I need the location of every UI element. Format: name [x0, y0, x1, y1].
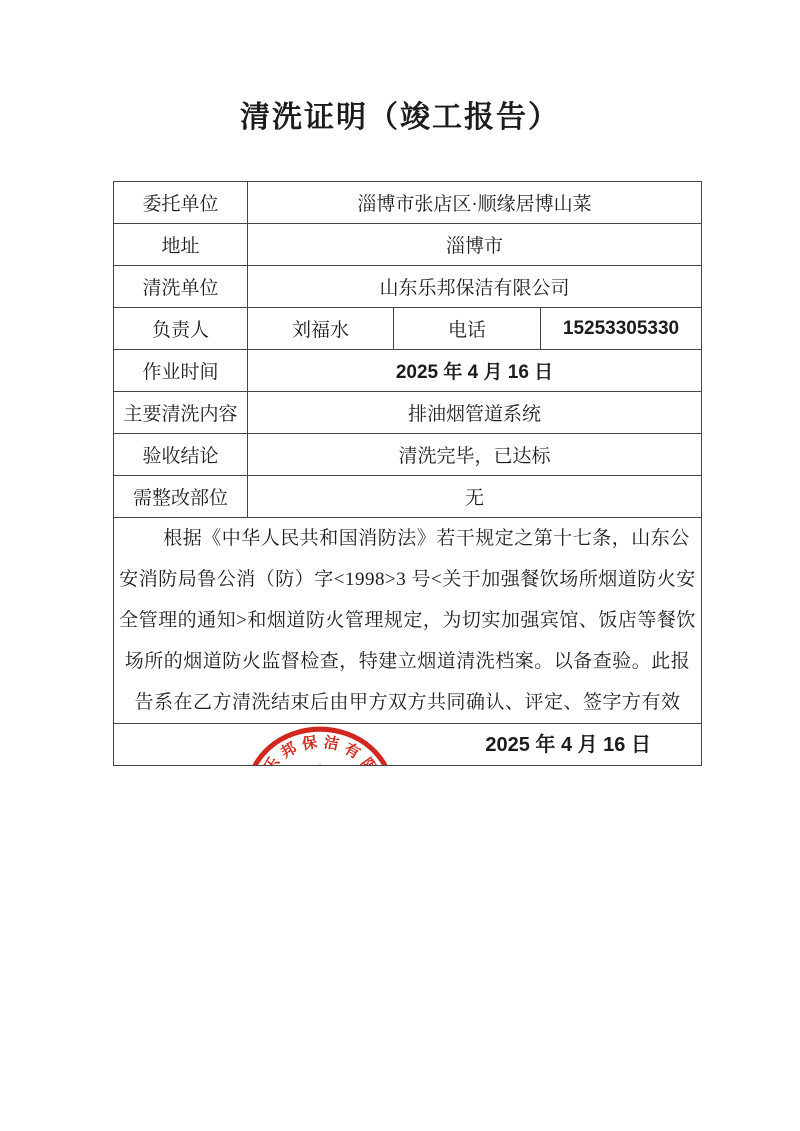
row-value: 淄博市张店区·顺缘居博山菜 [248, 182, 702, 224]
phone-number: 15253305330 [541, 308, 702, 350]
table-row [114, 476, 702, 518]
row-value: 清洗完毕，已达标 [248, 434, 702, 476]
row-label: 委托单位 [114, 182, 248, 224]
star-icon [292, 764, 348, 766]
notice-row [114, 518, 702, 724]
row-value: 无 [248, 476, 702, 518]
seal-ring-text: 山东乐邦保洁有限公司 [253, 734, 387, 820]
signature-row [114, 724, 702, 766]
table-row [114, 224, 702, 266]
table-row [114, 266, 702, 308]
row-value: 排油烟管道系统 [248, 392, 702, 434]
row-value: 山东乐邦保洁有限公司 [248, 266, 702, 308]
row-label: 需整改部位 [114, 476, 248, 518]
row-label: 主要清洗内容 [114, 392, 248, 434]
table-row [114, 308, 702, 350]
signature-cell [114, 724, 702, 847]
page-title: 清洗证明（竣工报告） [240, 101, 560, 134]
table-row [114, 350, 702, 392]
regulation-notice: 根据《中华人民共和国消防法》若干规定之第十七条，山东公安消防局鲁公消（防）字<1998>3 号<关于加强餐饮场所烟道防火安全管理的通知>和烟道防火管理规定，为切实加强宾馆、饭店等餐饮场所的烟道防火监督检查，特建立烟道清洗档案。以备查验。此报告系在乙方清洗结束后由甲方双方共同确认、评定、签字方有效 [119, 528, 696, 713]
row-label: 地址 [114, 224, 248, 266]
row-value: 刘福水 [248, 308, 394, 350]
company-seal-stamp: 山东乐邦保洁有限公司 3703073109975 [244, 725, 396, 766]
table-row [114, 182, 702, 224]
table-row [114, 392, 702, 434]
row-label: 负责人 [114, 308, 248, 350]
work-date: 2025 年 4 月 16 日 [248, 350, 702, 392]
row-label: 清洗单位 [114, 266, 248, 308]
row-label-phone: 电话 [394, 308, 541, 350]
report-table [113, 181, 702, 847]
table-row [114, 434, 702, 476]
row-label: 验收结论 [114, 434, 248, 476]
row-label: 作业时间 [114, 350, 248, 392]
notice-cell [114, 518, 702, 724]
signature-date: 2025 年 4 月 16 日 [485, 734, 651, 756]
row-value: 淄博市 [248, 224, 702, 266]
